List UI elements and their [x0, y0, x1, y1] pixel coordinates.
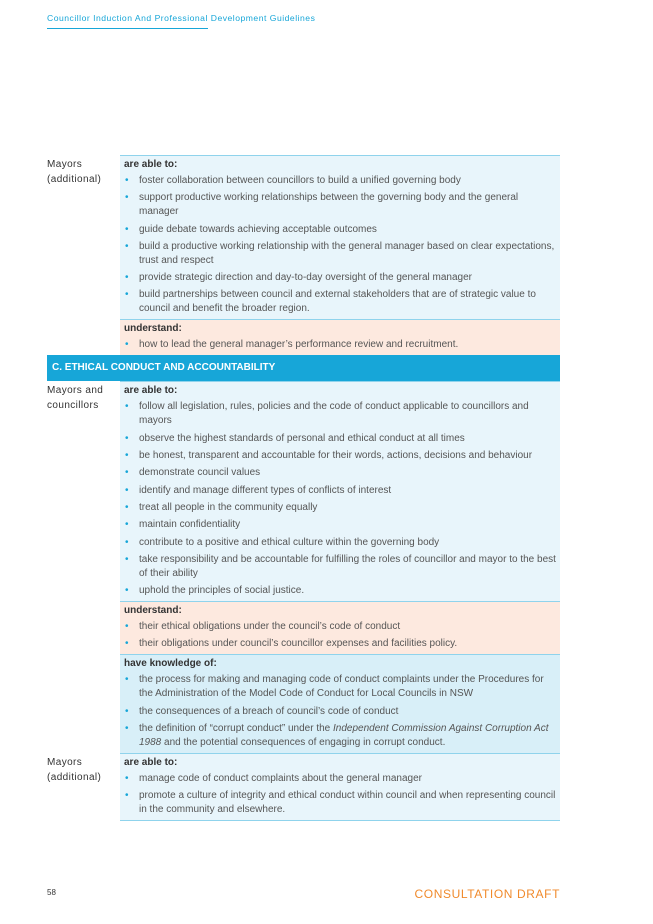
row-label: Mayors (additional) [47, 159, 102, 185]
list-item: • guide debate towards achieving acceptable outcomes [124, 223, 560, 237]
list-item: • their obligations under council’s councillor expenses and facilities policy. [124, 637, 560, 651]
list-item-corrupt-conduct: • the definition of “corrupt conduct” under the Independent Commission Against Corruption Act 1988 and the potential consequences of engaging in corrupt conduct. [124, 722, 560, 750]
list-item: • be honest, transparent and accountable for their words, actions, decisions and behaviour [124, 449, 560, 463]
block-title: are able to: [124, 159, 178, 170]
row-mayors-and-councillors [47, 381, 560, 753]
list-item: • demonstrate council values [124, 466, 560, 480]
running-header: Councillor Induction And Professional Development Guidelines [47, 13, 316, 23]
row-label: Mayors (additional) [47, 757, 102, 783]
list-item: • their ethical obligations under the council’s code of conduct [124, 620, 560, 634]
able-to-block [120, 155, 560, 319]
able-to-block [120, 753, 560, 821]
list-item: • the process for making and managing code of conduct complaints under the Procedures for the Administration of the Model Code of Conduct for Local Councils in NSW [124, 673, 560, 701]
page-number: 58 [47, 888, 56, 897]
block-title: understand: [124, 323, 182, 335]
row-label: Mayors and councillors [47, 385, 104, 411]
list-item: • promote a culture of integrity and ethical conduct within council and when representing council in the community and elsewhere. [124, 789, 560, 817]
list-item: • observe the highest standards of personal and ethical conduct at all times [124, 432, 560, 446]
list-item: • how to lead the general manager’s performance review and recruitment. [124, 338, 560, 352]
list-item: • foster collaboration between councillors to build a unified governing body [124, 174, 560, 188]
understand-block [120, 601, 560, 654]
able-to-block [120, 381, 560, 601]
block-title: understand: [124, 605, 182, 617]
list-item: • provide strategic direction and day-to-day oversight of the general manager [124, 271, 560, 285]
row-mayors-additional [47, 155, 560, 355]
list-item: • manage code of conduct complaints about the general manager [124, 772, 560, 786]
list-item: • maintain confidentiality [124, 518, 560, 532]
list-item: • support productive working relationships between the governing body and the general manager [124, 191, 560, 219]
understand-block [120, 319, 560, 355]
list-item: • follow all legislation, rules, policies and the code of conduct applicable to councillors and mayors [124, 400, 560, 428]
section-heading: C. ETHICAL CONDUCT AND ACCOUNTABILITY [47, 355, 560, 381]
knowledge-block [120, 654, 560, 753]
header-rule [47, 28, 208, 29]
list-item: • treat all people in the community equally [124, 501, 560, 515]
list-item: • the consequences of a breach of council’s code of conduct [124, 705, 560, 719]
row-mayors-additional-2 [47, 753, 560, 821]
list-item: • take responsibility and be accountable for fulfilling the roles of councillor and mayor to the best of their ability [124, 553, 560, 581]
block-title: are able to: [124, 385, 178, 397]
draft-label: CONSULTATION DRAFT [414, 887, 560, 901]
list-item: • uphold the principles of social justice. [124, 584, 560, 598]
list-item: • identify and manage different types of conflicts of interest [124, 484, 560, 498]
block-title: are able to: [124, 757, 178, 769]
competency-table [47, 155, 560, 821]
list-item: • build partnerships between council and external stakeholders that are of strategic value to council and benefit the broader region. [124, 288, 560, 316]
list-item: • contribute to a positive and ethical culture within the governing body [124, 536, 560, 550]
block-title: have knowledge of: [124, 658, 217, 670]
act-title: Independent Commission Against Corruption Act 1988 [139, 723, 549, 749]
list-item: • build a productive working relationship with the general manager based on clear expectations, trust and respect [124, 240, 560, 268]
